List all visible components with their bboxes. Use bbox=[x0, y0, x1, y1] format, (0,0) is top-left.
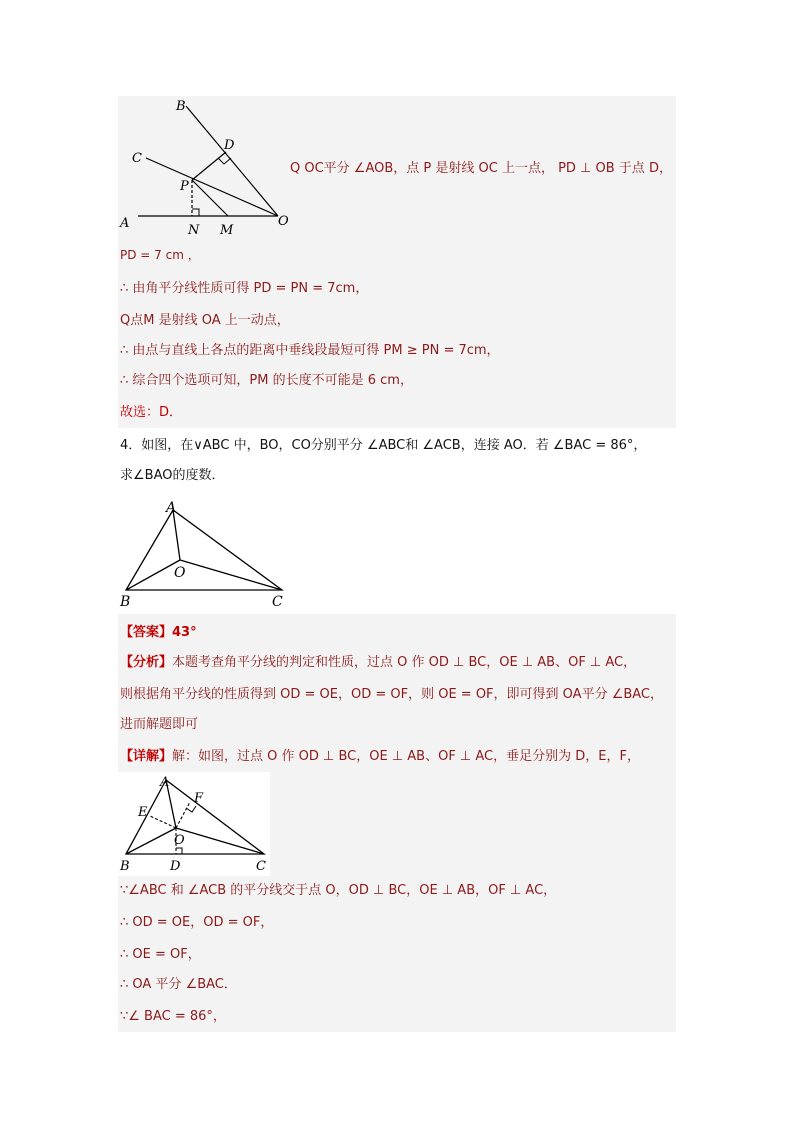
fig3-label-F: F bbox=[194, 791, 204, 806]
analysis-text-1: 本题考查角平分线的判定和性质，过点 O 作 OD ⊥ BC，OE ⊥ AB、OF ⊥ AC， bbox=[172, 655, 637, 670]
fig1-label-A: A bbox=[120, 216, 130, 231]
top-line-7: 故选：D． bbox=[120, 405, 183, 420]
step-line-3: ∴ OE = OF， bbox=[120, 947, 201, 962]
fig3-label-C: C bbox=[256, 859, 266, 874]
analysis-line-3: 进而解题即可 bbox=[120, 717, 199, 732]
fig3-label-E: E bbox=[138, 805, 148, 820]
figure-incenter bbox=[118, 772, 270, 876]
top-line-3: ∴ 由角平分线性质可得 PD = PN = 7cm， bbox=[120, 281, 369, 296]
fig3-label-B: B bbox=[120, 859, 130, 874]
fig2-label-B: B bbox=[120, 594, 131, 610]
fig1-label-O: O bbox=[278, 214, 289, 229]
top-line-5: ∴ 由点与直线上各点的距离中垂线段最短可得 PM ≥ PN = 7cm， bbox=[120, 343, 500, 358]
detail-tag: 【详解】 bbox=[120, 749, 173, 764]
analysis-tag: 【分析】 bbox=[120, 655, 173, 670]
fig3-label-D: D bbox=[170, 859, 181, 874]
analysis-line-2: 则根据角平分线的性质得到 OD = OE，OD = OF，则 OE = OF，即可得到 OA平分 ∠BAC， bbox=[120, 687, 664, 702]
top-line-6: ∴ 综合四个选项可知，PM 的长度不可能是 6 cm， bbox=[120, 373, 413, 388]
top-line-1: Q OC平分 ∠AOB，点 P 是射线 OC 上一点， PD ⊥ OB 于点 D， bbox=[290, 161, 672, 176]
fig2-label-C: C bbox=[272, 594, 283, 610]
answer-value: 43° bbox=[172, 625, 197, 640]
detail-text-1: 解：如图，过点 O 作 OD ⊥ BC，OE ⊥ AB、OF ⊥ AC，垂足分别为 D，E，F， bbox=[172, 749, 640, 764]
fig2-label-A: A bbox=[166, 500, 177, 516]
step-line-5: ∵∠ BAC = 86°， bbox=[120, 1009, 226, 1024]
fig1-label-P: P bbox=[180, 179, 189, 194]
fig2-label-O: O bbox=[174, 565, 186, 581]
fig1-label-N: N bbox=[188, 223, 200, 238]
top-line-4: Q点M 是射线 OA 上一动点， bbox=[120, 313, 290, 328]
fig3-label-O: O bbox=[174, 833, 185, 848]
question-line-2: 求∠BAO的度数． bbox=[120, 468, 225, 483]
fig1-label-B: B bbox=[176, 99, 186, 114]
top-line-2: PD = 7 cm ， bbox=[120, 248, 200, 262]
fig3-label-A: A bbox=[160, 775, 170, 790]
answer-line bbox=[120, 624, 197, 642]
step-line-2: ∴ OD = OE，OD = OF， bbox=[120, 915, 274, 930]
answer-tag: 【答案】 bbox=[120, 625, 173, 640]
fig1-label-C: C bbox=[132, 151, 142, 166]
detail-line-1 bbox=[120, 748, 640, 766]
figure-angle-bisector bbox=[118, 96, 298, 240]
step-line-1: ∵∠ABC 和 ∠ACB 的平分线交于点 O，OD ⊥ BC，OE ⊥ AB，OF ⊥ AC， bbox=[120, 883, 557, 898]
figure-triangle-abc bbox=[116, 496, 296, 614]
fig1-label-M: M bbox=[220, 223, 234, 238]
question-line-1: 4．如图，在∨ABC 中，BO，CO分别平分 ∠ABC和 ∠ACB，连接 AO．若 ∠BAC = 86°， bbox=[120, 438, 647, 453]
fig1-label-D: D bbox=[224, 138, 235, 153]
analysis-line-1 bbox=[120, 654, 636, 672]
step-line-4: ∴ OA 平分 ∠BAC． bbox=[120, 977, 237, 992]
